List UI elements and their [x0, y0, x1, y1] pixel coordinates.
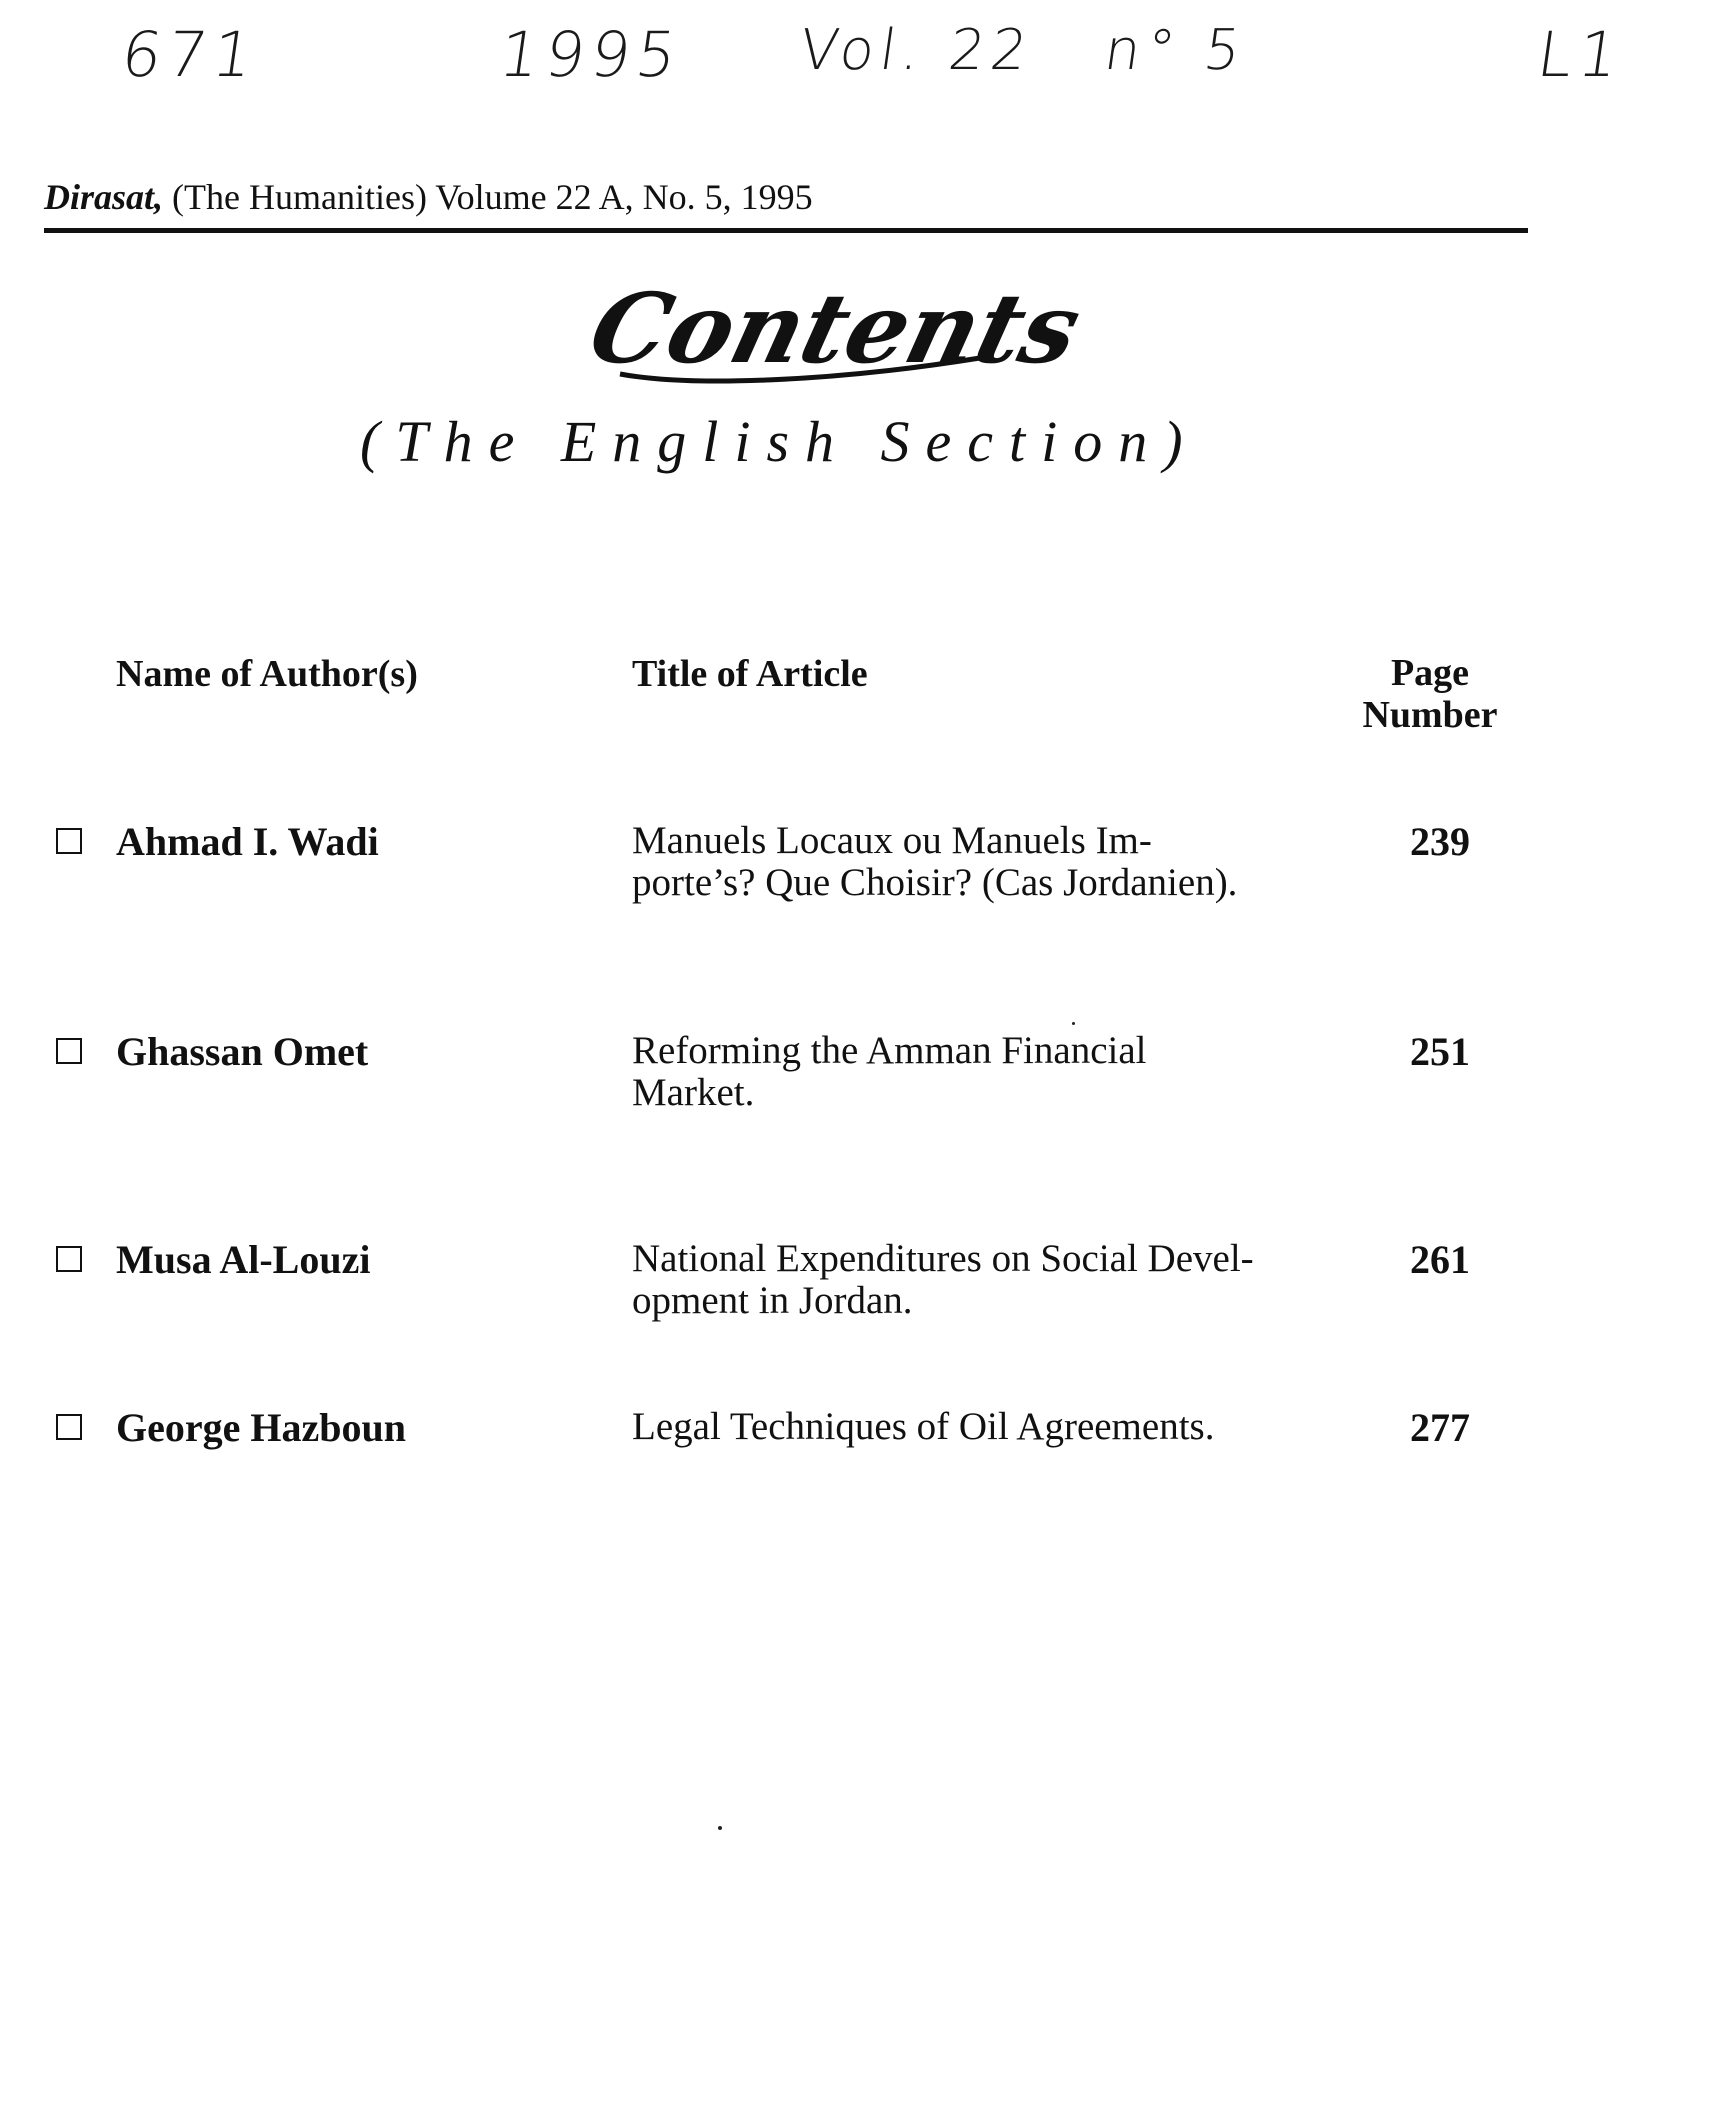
- page-number: 251: [1410, 1029, 1470, 1074]
- title-column-header: Title of Article: [632, 653, 868, 695]
- article-title-line: Manuels Locaux ou Manuels Im-: [632, 819, 1152, 862]
- handwritten-volume: Vol. 22: [795, 18, 1038, 83]
- article-title: [632, 1238, 1300, 1322]
- page-number: 277: [1410, 1405, 1470, 1450]
- article-title-line: Legal Techniques of Oil Agreements.: [632, 1405, 1215, 1448]
- journal-name: Dirasat,: [44, 177, 164, 217]
- article-title-line: porte’s? Que Choisir? (Cas Jordanien).: [632, 861, 1238, 904]
- page-number: 239: [1410, 819, 1470, 864]
- handwritten-issue: n° 5: [1100, 18, 1251, 83]
- checkbox-icon[interactable]: [56, 1038, 82, 1064]
- scan-speck: [1072, 1022, 1075, 1025]
- handwritten-code: L1: [1532, 18, 1630, 91]
- contents-heading-text: Contents: [579, 271, 1092, 385]
- checkbox-icon[interactable]: [56, 828, 82, 854]
- article-title-line: opment in Jordan.: [632, 1279, 913, 1322]
- article-title-line: Market.: [632, 1071, 755, 1114]
- article-title-line: National Expenditures on Social Devel-: [632, 1237, 1254, 1280]
- author-name: Ghassan Omet: [116, 1029, 369, 1074]
- journal-details: (The Humanities) Volume 22 A, No. 5, 1995: [172, 177, 813, 217]
- contents-heading: [579, 262, 1092, 392]
- author-name: Ahmad I. Wadi: [116, 819, 379, 864]
- author-column-header: Name of Author(s): [116, 653, 418, 695]
- header-rule: [44, 228, 1528, 233]
- scan-speck: [718, 1826, 722, 1830]
- article-title: [632, 1030, 1300, 1114]
- section-subtitle: (The English Section): [360, 409, 1199, 474]
- page-column-header: [1340, 652, 1520, 736]
- page-number: 261: [1410, 1237, 1470, 1282]
- author-name: Musa Al-Louzi: [116, 1237, 371, 1282]
- page-header-line1: Page: [1390, 652, 1470, 694]
- handwritten-number: 671: [116, 18, 264, 91]
- checkbox-icon[interactable]: [56, 1246, 82, 1272]
- handwritten-year: 1995: [494, 18, 687, 91]
- author-name: George Hazboun: [116, 1405, 406, 1450]
- article-title: [632, 820, 1300, 904]
- checkbox-icon[interactable]: [56, 1414, 82, 1440]
- journal-header: [44, 176, 813, 218]
- article-title: [632, 1406, 1300, 1448]
- page-header-line2: Number: [1362, 694, 1498, 736]
- article-title-line: Reforming the Amman Financial: [632, 1029, 1147, 1072]
